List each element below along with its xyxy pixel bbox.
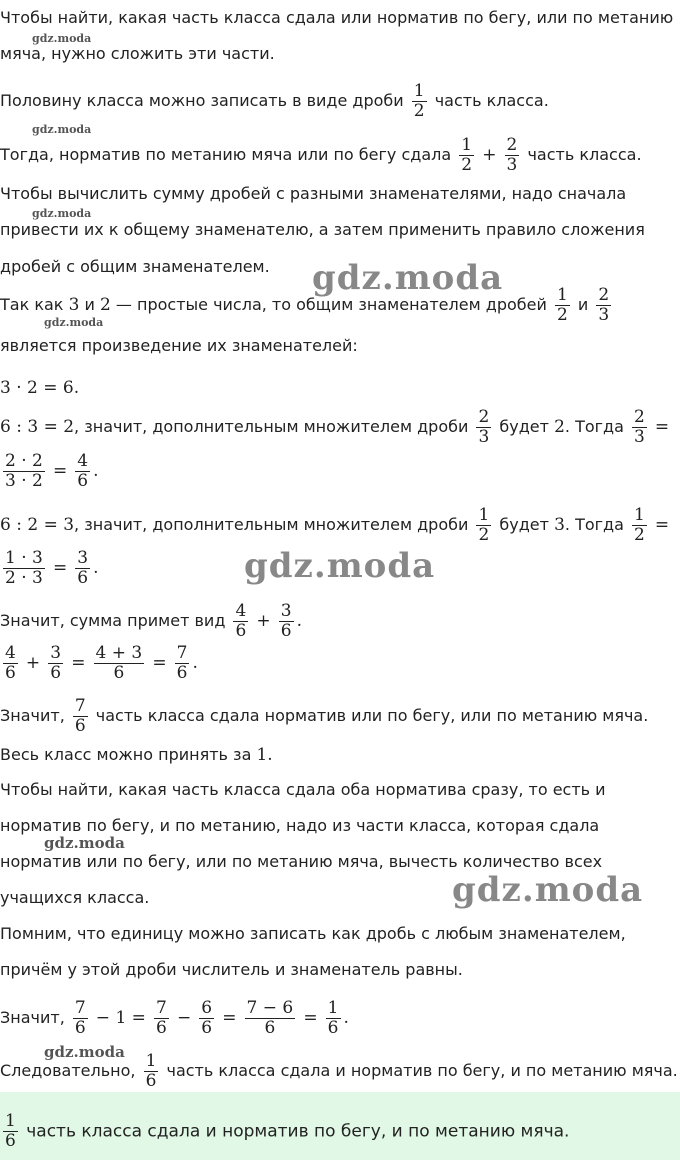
answer-box bbox=[0, 1092, 680, 1160]
text: Половину класса можно записать в виде дроби bbox=[0, 91, 404, 110]
calculation: 3 · 2 = 6. bbox=[0, 378, 80, 398]
paragraph-line: норматив по бегу, и по метанию, надо из части класса, которая сдала bbox=[0, 816, 600, 835]
text: Тогда, норматив по метанию мяча или по бегу сдала bbox=[0, 145, 452, 164]
equation-line: $\frac{4}{6}$ + $\frac{3}{6}$ = $\frac{4 + 3}{6}$ = $\frac{7}{6}$ . bbox=[5, 643, 198, 683]
watermark: gdz.moda bbox=[32, 207, 92, 220]
fraction-four-sixths: $\frac{4}{6}$ bbox=[235, 601, 247, 641]
fraction-one-sixth: $\frac{1}{6}$ bbox=[5, 1111, 16, 1151]
watermark: gdz.moda bbox=[32, 123, 92, 136]
watermark: gdz.moda bbox=[44, 316, 104, 329]
fraction-seven-sixths: $\frac{7}{6}$ bbox=[176, 643, 188, 683]
paragraph-line: дробей с общим знаменателем. bbox=[0, 257, 270, 276]
text: часть класса. bbox=[434, 91, 549, 110]
paragraph-line: Весь класс можно принять за 1. bbox=[0, 745, 273, 765]
watermark: gdz.moda bbox=[312, 258, 504, 298]
paragraph-line: Тогда, норматив по метанию мяча или по бегу сдала $\frac{1}{2}$ + $\frac{2}{3}$ часть класса. bbox=[0, 135, 642, 175]
fraction-one-sixth: $\frac{1}{6}$ bbox=[327, 998, 339, 1038]
paragraph-line: привести их к общему знаменателю, а затем применить правило сложения bbox=[0, 220, 645, 239]
fraction-one-half: $\frac{1}{2}$ bbox=[478, 505, 490, 545]
fraction-one-half: $\frac{1}{2}$ bbox=[461, 135, 473, 175]
watermark: gdz.moda bbox=[44, 1043, 125, 1061]
equation-line: $\frac{1 \cdot 3}{2 \cdot 3}$ = $\frac{3}{6}$ . bbox=[5, 548, 99, 588]
fraction-two-thirds: $\frac{2}{3}$ bbox=[598, 285, 610, 325]
text: часть класса. bbox=[527, 145, 642, 164]
fraction-one-half: $\frac{1}{2}$ bbox=[556, 285, 568, 325]
paragraph-line bbox=[0, 82, 549, 121]
watermark: gdz.moda bbox=[32, 32, 92, 45]
paragraph-line: Чтобы найти, какая часть класса сдала или норматив по бегу, или по метанию bbox=[0, 8, 674, 27]
fraction-three-sixths: $\frac{3}{6}$ bbox=[280, 601, 292, 641]
fraction-one-sixth: $\frac{1}{6}$ bbox=[145, 1051, 157, 1091]
paragraph-line: Следовательно, $\frac{1}{6}$ часть класса сдала и норматив по бегу, и по метанию мяча. bbox=[0, 1051, 678, 1091]
fraction-two-thirds: $\frac{2}{3}$ bbox=[506, 135, 518, 175]
paragraph-line: Помним, что единицу можно записать как дробь с любым знаменателем, bbox=[0, 924, 626, 943]
fraction-extended: $\frac{2 \cdot 2}{3 \cdot 2}$ bbox=[5, 451, 43, 491]
fraction-four-sixths: $\frac{4}{6}$ bbox=[77, 451, 89, 491]
answer-line: $\frac{1}{6}$ часть класса сдала и норматив по бегу, и по метанию мяча. bbox=[5, 1111, 570, 1151]
paragraph-line: учащихся класса. bbox=[0, 888, 150, 907]
paragraph-line: норматив или по бегу, или по метанию мяча, вычесть количество всех bbox=[0, 852, 603, 871]
fraction-three-sixths: $\frac{3}{6}$ bbox=[77, 548, 89, 588]
paragraph-line: Значит, сумма примет вид $\frac{4}{6}$ + $\frac{3}{6}$ . bbox=[0, 601, 302, 641]
paragraph-line: причём у этой дроби числитель и знаменатель равны. bbox=[0, 960, 463, 979]
watermark: gdz.moda bbox=[44, 834, 125, 852]
fraction-two-thirds: $\frac{2}{3}$ bbox=[634, 407, 645, 447]
paragraph-line: Чтобы вычислить сумму дробей с разными знаменателями, надо сначала bbox=[0, 184, 627, 203]
equation-line: Значит, $\frac{7}{6}$ − 1 = $\frac{7}{6}$ − $\frac{6}{6}$ = $\frac{7 - 6}{6}$ = $\frac{1}{6}$ . bbox=[0, 998, 349, 1038]
watermark: gdz.moda bbox=[452, 870, 644, 910]
paragraph-line: 6 : 2 = 3, значит, дополнительным множителем дроби $\frac{1}{2}$ будет 3. Тогда $\frac{1}{2}$ = bbox=[0, 505, 670, 545]
watermark: gdz.moda bbox=[244, 546, 436, 586]
fraction-two-thirds: $\frac{2}{3}$ bbox=[478, 407, 490, 447]
fraction-one-half: $\frac{1}{2}$ bbox=[634, 505, 645, 545]
fraction-one-half: $\frac{1}{2}$ bbox=[413, 81, 425, 121]
paragraph-line: 6 : 3 = 2, значит, дополнительным множителем дроби $\frac{2}{3}$ будет 2. Тогда $\frac{2}{3}$ = bbox=[0, 407, 670, 447]
equation-line: $\frac{2 \cdot 2}{3 \cdot 2}$ = $\frac{4}{6}$ . bbox=[5, 451, 99, 491]
paragraph-line: является произведение их знаменателей: bbox=[0, 336, 358, 355]
paragraph-line: Так как 3 и 2 — простые числа, то общим знаменателем дробей $\frac{1}{2}$ и $\frac{2}{3}$ bbox=[0, 285, 610, 325]
paragraph-line: Значит, $\frac{7}{6}$ часть класса сдала норматив или по бегу, или по метанию мяча. bbox=[0, 696, 649, 736]
fraction-seven-sixths: $\frac{7}{6}$ bbox=[74, 696, 86, 736]
paragraph-line: Чтобы найти, какая часть класса сдала оба норматива сразу, то есть и bbox=[0, 780, 606, 799]
paragraph-line: мяча, нужно сложить эти части. bbox=[0, 44, 275, 63]
fraction-extended: $\frac{1 \cdot 3}{2 \cdot 3}$ bbox=[5, 548, 43, 588]
